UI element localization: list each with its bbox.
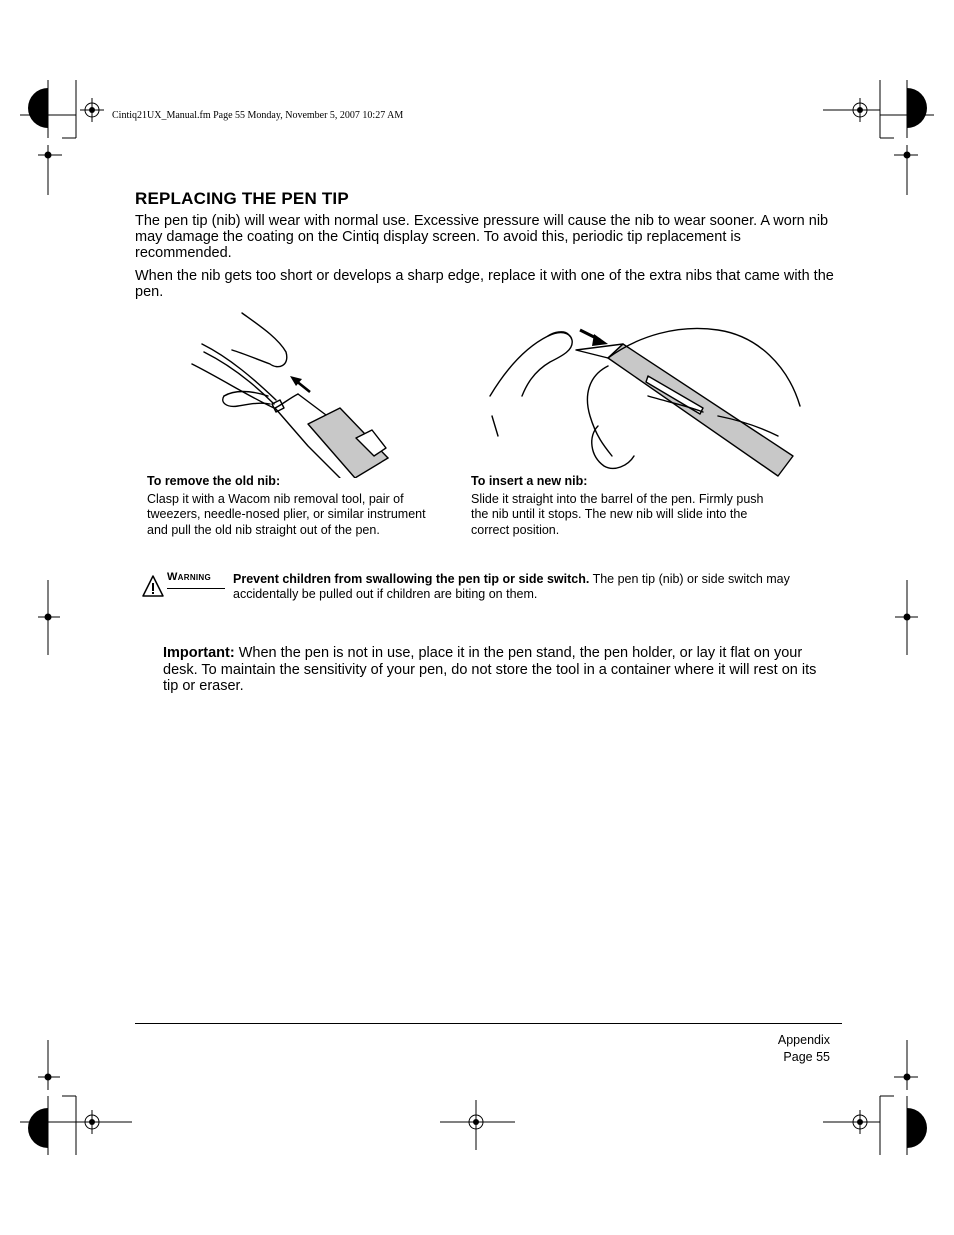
warning-body-text: The pen tip (nib) or side switch may accidentally be pulled out if children are biting on them. [233,572,790,602]
remove-nib-illustration [180,308,420,478]
warning-icon [141,574,165,598]
warning-bold-text: Prevent children from swallowing the pen tip or side switch. [233,572,590,586]
footer-rule [135,1023,842,1024]
insert-nib-text: Slide it straight into the barrel of the pen. Firmly push the nib until it stops. The new nib will slide into the correct position. [471,492,764,537]
insert-nib-illustration [488,316,808,486]
footer-section: Appendix [777,1033,830,1047]
warning-text [233,572,793,603]
warning-label: Warning [167,571,212,583]
footer-page-number: Page 55 [783,1050,830,1064]
insert-nib-title: To insert a new nib: [471,474,588,488]
important-text: When the pen is not in use, place it in the pen stand, the pen holder, or lay it flat on your desk. To maintain the sensitivity of your pen, do not store the tool in a container where it will rest on its tip or eraser. [163,645,817,694]
warning-rule [167,588,225,589]
intro-paragraph: The pen tip (nib) will wear with normal use. Excessive pressure will cause the nib to wear sooner. A worn nib may damage the coating on the Cintiq display screen. To avoid this, periodic tip replacement is recommended. [135,213,829,261]
remove-nib-title: To remove the old nib: [147,474,281,488]
page-footer [778,1032,830,1066]
remove-nib-text: Clasp it with a Wacom nib removal tool, pair of tweezers, needle-nosed plier, or similar instrument and pull the old nib straight out of the pen. [147,492,426,537]
important-note [163,645,823,695]
replace-paragraph: When the nib gets too short or develops a sharp edge, replace it with one of the extra nibs that came with the pen. [135,268,834,300]
important-label: Important: [163,645,235,661]
file-slug: Cintiq21UX_Manual.fm Page 55 Monday, November 5, 2007 10:27 AM [112,110,404,121]
section-heading: REPLACING THE PEN TIP [135,189,349,208]
